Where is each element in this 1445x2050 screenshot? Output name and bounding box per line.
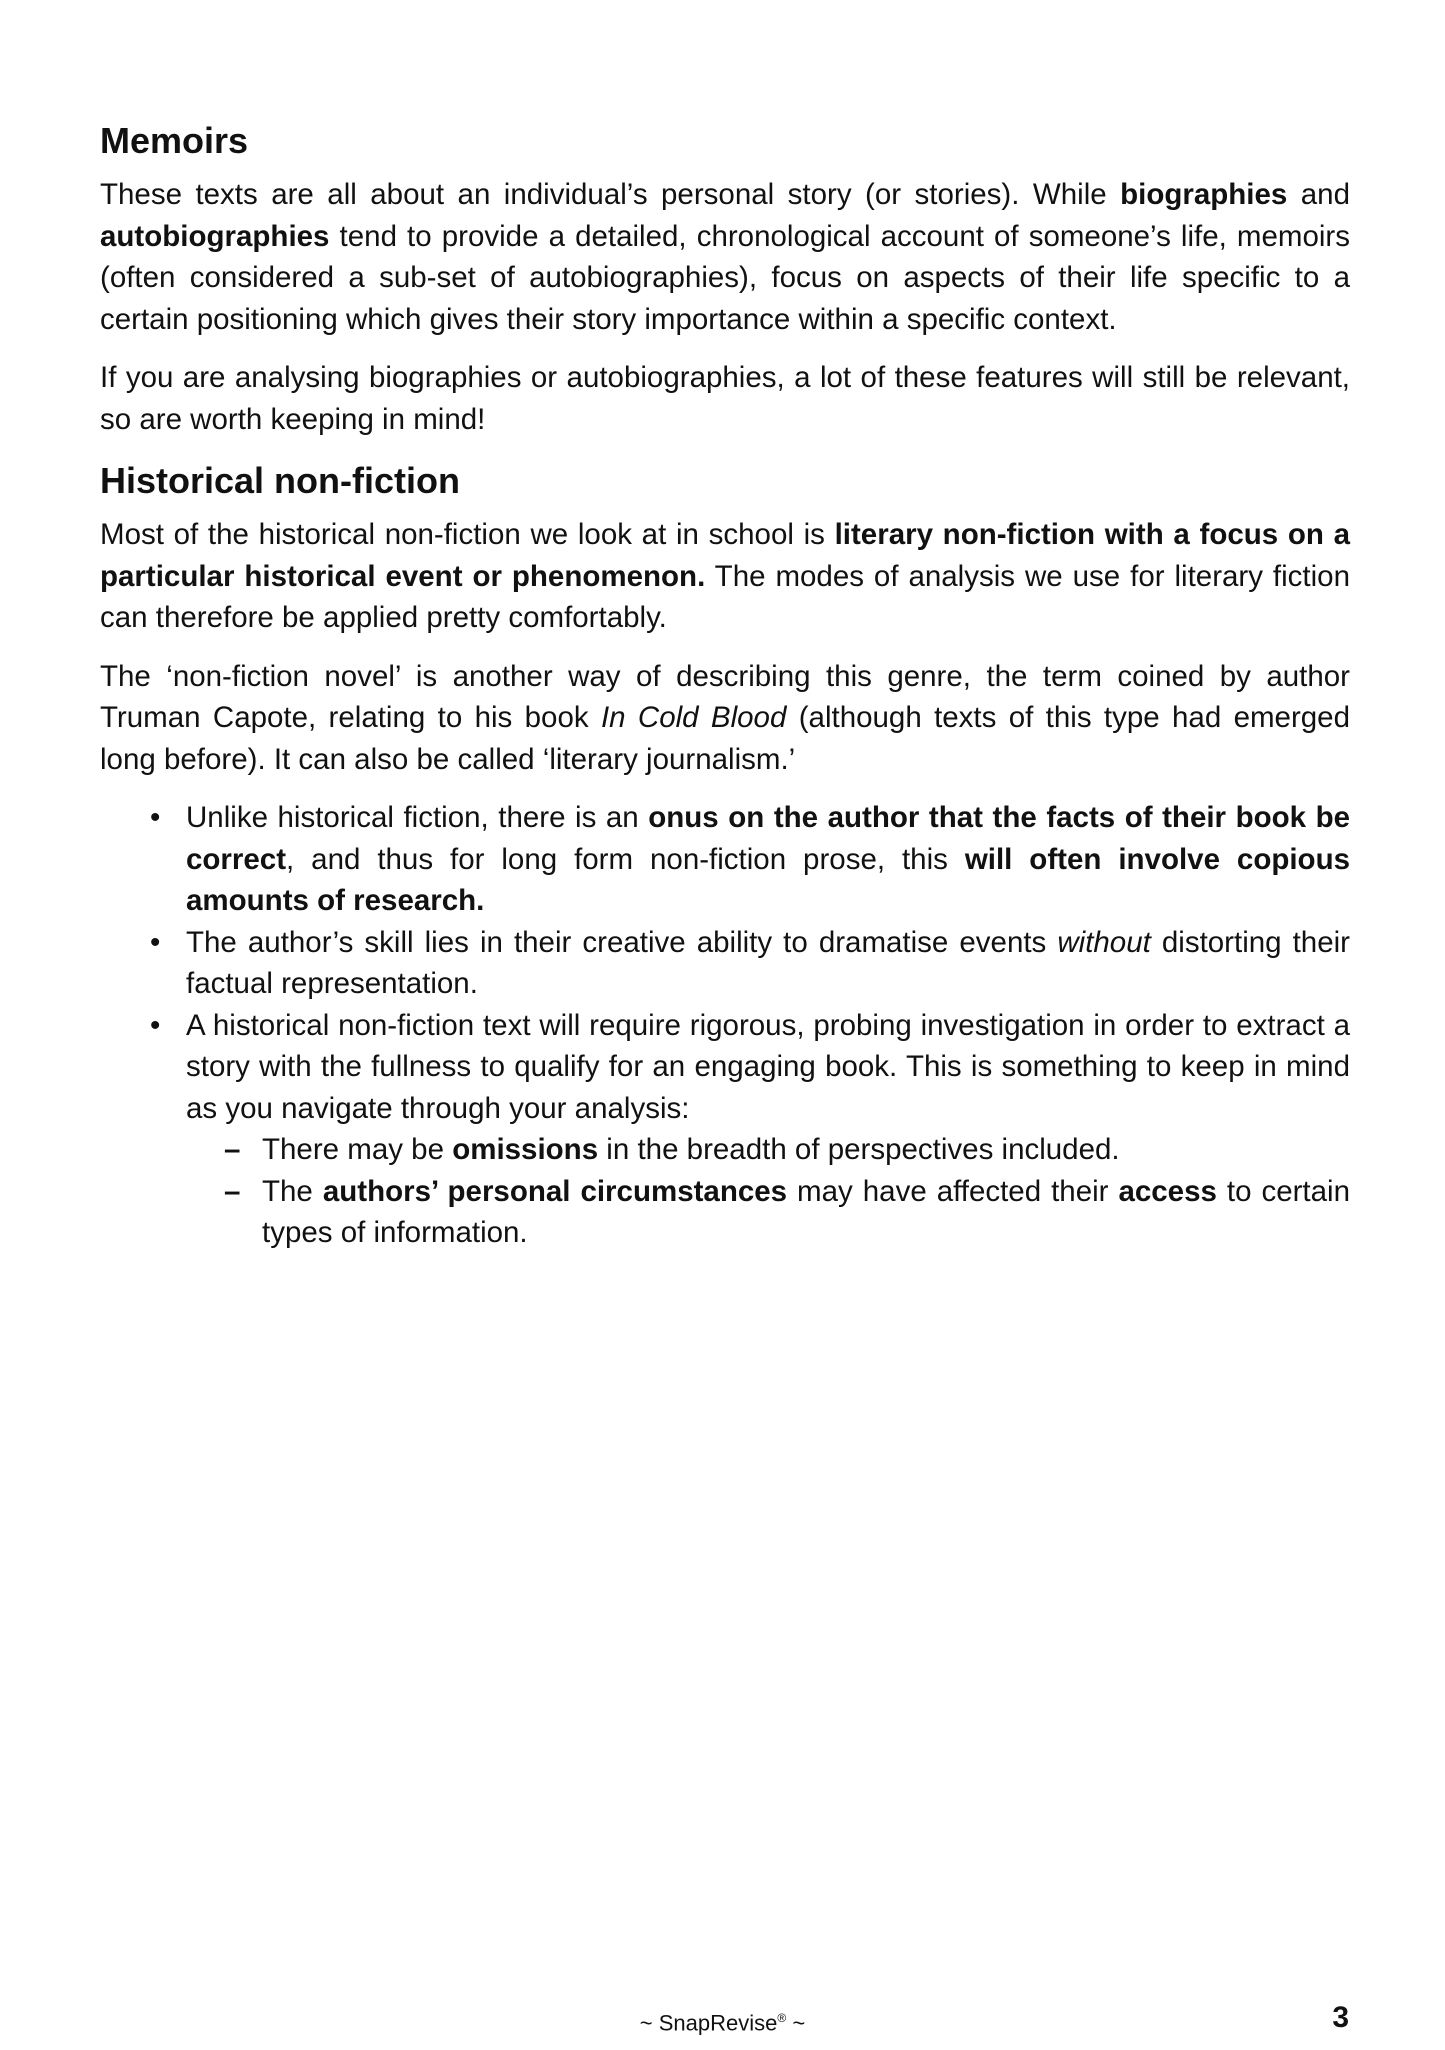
text-run: and: [1287, 178, 1350, 211]
sub-bullet-list: [224, 1129, 1350, 1254]
bold-phrase: will often involve copious amounts of research.: [186, 842, 1350, 917]
text-run: A historical non-fiction text will require rigorous, probing investigation in order to extract a story with the fullness to qualify for an engaging book. This is something to keep in mind as you navigate through your analysis:: [186, 1008, 1350, 1125]
memoirs-paragraph-2: If you are analysing biographies or autobiographies, a lot of these features will still be relevant, so are worth keeping in mind!: [100, 361, 1350, 436]
brand-name: ~ SnapRevise: [639, 2010, 778, 2036]
bullet-icon: •: [150, 801, 161, 834]
page-footer: [0, 2000, 1445, 2036]
text-run: These texts are all about an individual’s personal story (or stories). While: [100, 178, 1121, 211]
section-heading-memoirs: Memoirs: [100, 120, 249, 161]
bold-term-omissions: omissions: [452, 1133, 599, 1166]
sub-bullet-item: [224, 1129, 1350, 1171]
text-run: distorting their factual representation.: [186, 925, 1350, 1000]
registered-mark: ®: [777, 2011, 787, 2025]
sub-bullet-item: [224, 1171, 1350, 1254]
bold-phrase: authors’ personal circumstances: [322, 1174, 788, 1208]
bullet-item: [148, 797, 1350, 922]
text-run: (although texts of this type had emerged long before). It can also be called ‘literary journalism.’: [100, 701, 1350, 776]
bullet-icon: •: [150, 1008, 161, 1042]
italic-word: without: [1057, 925, 1151, 959]
brand-tilde: ~: [786, 2010, 806, 2036]
bullet-icon: •: [150, 925, 161, 959]
text-run: in the breadth of perspectives included.: [598, 1133, 1120, 1166]
text-run: , and thus for long form non-fiction prose, this: [286, 842, 965, 876]
bold-term-autobiographies: autobiographies: [100, 219, 330, 253]
dash-icon: –: [224, 1133, 241, 1166]
text-run: The modes of analysis we use for literary fiction can therefore be applied pretty comfortably.: [100, 559, 1350, 634]
text-run: The: [262, 1174, 323, 1208]
text-run: The ‘non-fiction novel’ is another way of describing this genre, the term coined by author Truman Capote, relating to his book: [100, 659, 1350, 734]
historical-paragraph-2: [100, 656, 1350, 781]
historical-paragraph-1: [100, 514, 1350, 639]
bullet-item: [148, 922, 1350, 1005]
text-run: to certain types of information.: [262, 1174, 1350, 1249]
bullet-list: [148, 797, 1350, 1254]
book-title: In Cold Blood: [600, 701, 787, 734]
bold-term-biographies: biographies: [1120, 178, 1288, 211]
bold-term-access: access: [1118, 1174, 1217, 1208]
section-heading-historical-non-fiction: Historical non-fiction: [100, 460, 460, 501]
memoirs-paragraph-1: [100, 174, 1350, 340]
text-run: tend to provide a detailed, chronological account of someone’s life, memoirs (often considered a sub-set of autobiographies), focus on aspects of their life specific to a certain positioning which gives their story importance within a specific context.: [100, 219, 1350, 336]
dash-icon: –: [224, 1174, 241, 1208]
bold-phrase: literary non-fiction with a focus on a particular historical event or phenomenon.: [100, 518, 1350, 593]
footer-brand: [0, 2000, 1445, 2041]
bold-phrase: onus on the author that the facts of their book be correct: [186, 801, 1351, 876]
text-run: There may be: [262, 1133, 453, 1166]
text-run: may have affected their: [787, 1174, 1119, 1208]
text-run: Most of the historical non-fiction we look at in school is: [100, 518, 835, 551]
page-number: 3: [1332, 2001, 1349, 2034]
document-page: [100, 118, 1350, 1254]
bullet-item: [148, 1005, 1350, 1254]
text-run: Unlike historical fiction, there is an: [186, 801, 649, 834]
text-run: The author’s skill lies in their creative ability to dramatise events: [186, 925, 1058, 959]
